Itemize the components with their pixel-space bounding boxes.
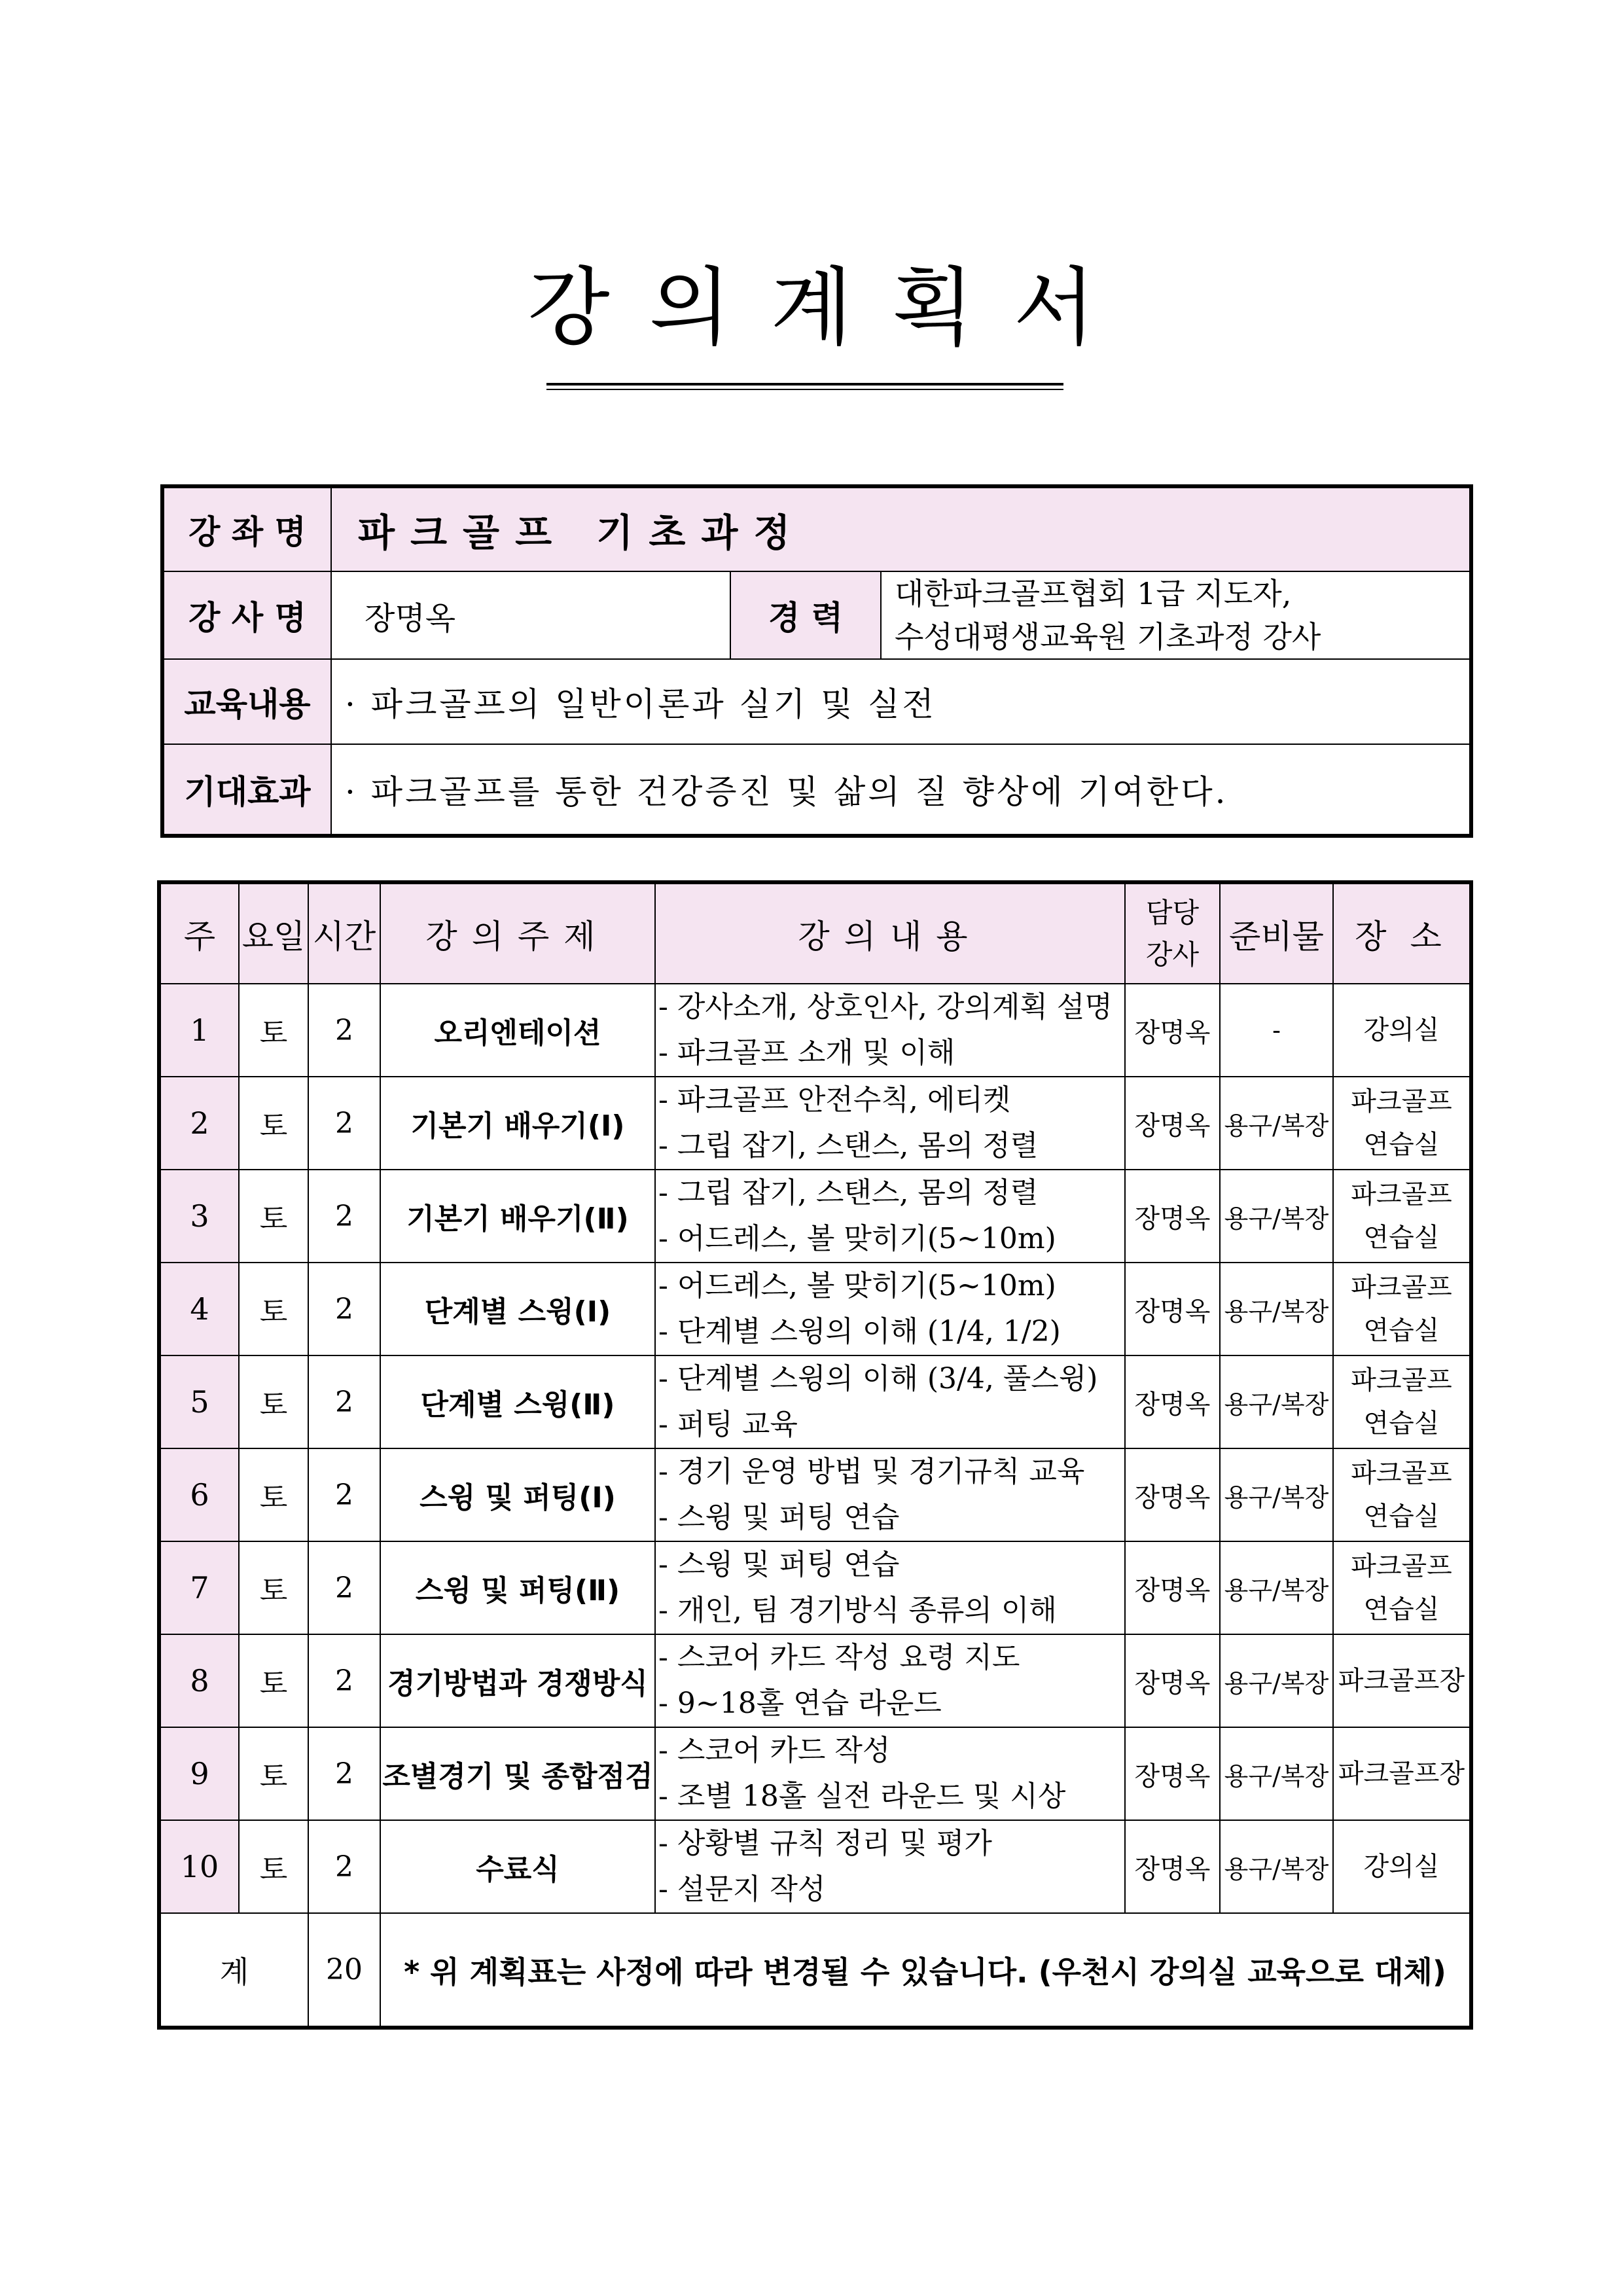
instructor-cell: 장명옥 (1125, 1170, 1220, 1263)
materials-cell: - (1220, 984, 1333, 1077)
place-line-2: 연습실 (1363, 1316, 1440, 1346)
effect-value: · 파크골프를 통한 건강증진 및 삶의 질 향상에 기여한다. (331, 744, 1471, 836)
week-cell: 1 (159, 984, 239, 1077)
instructor-cell: 장명옥 (1125, 1541, 1220, 1634)
content-line-2: - 개인, 팀 경기방식 종류의 이해 (658, 1594, 1057, 1627)
instructor-cell: 장명옥 (1125, 1448, 1220, 1541)
hours-cell: 2 (308, 1355, 380, 1448)
place-cell (1333, 1355, 1471, 1448)
place-line-1: 파크골프 (1351, 1272, 1452, 1302)
content-value: · 파크골프의 일반이론과 실기 및 실전 (331, 659, 1471, 744)
schedule-table (157, 880, 1473, 2030)
day-cell: 토 (239, 1355, 308, 1448)
content-line-1: - 단계별 스윙의 이해 (3/4, 풀스윙) (658, 1362, 1098, 1395)
content-line-2: - 어드레스, 볼 맞히기(5~10m) (658, 1222, 1056, 1255)
place-cell (1333, 984, 1471, 1077)
day-cell: 토 (239, 1541, 308, 1634)
total-label: 계 (159, 1913, 308, 2028)
hours-cell: 2 (308, 1263, 380, 1355)
topic-cell: 오리엔테이션 (380, 984, 655, 1077)
content-cell (655, 1820, 1125, 1913)
place-line-1: 파크골프장 (1338, 1666, 1465, 1696)
schedule-row (159, 1077, 1471, 1170)
schedule-row (159, 1634, 1471, 1727)
hours-cell: 2 (308, 1820, 380, 1913)
topic-cell: 단계별 스윙(Ⅰ) (380, 1263, 655, 1355)
instructor-cell: 장명옥 (1125, 1820, 1220, 1913)
place-line-2: 연습실 (1363, 1130, 1440, 1160)
week-cell: 7 (159, 1541, 239, 1634)
week-cell: 4 (159, 1263, 239, 1355)
week-cell: 3 (159, 1170, 239, 1263)
hours-cell: 2 (308, 1170, 380, 1263)
place-line-2: 연습실 (1363, 1408, 1440, 1439)
content-cell (655, 1355, 1125, 1448)
instructor-label: 강 사 명 (162, 571, 331, 659)
place-line-2: 연습실 (1363, 1501, 1440, 1532)
instructor-cell: 장명옥 (1125, 1077, 1220, 1170)
hours-cell: 2 (308, 1448, 380, 1541)
topic-cell: 스윙 및 퍼팅(Ⅱ) (380, 1541, 655, 1634)
materials-cell: 용구/복장 (1220, 1448, 1333, 1541)
header-materials: 준비물 (1220, 882, 1333, 984)
content-cell (655, 984, 1125, 1077)
week-cell: 8 (159, 1634, 239, 1727)
content-cell (655, 1263, 1125, 1355)
career-line-1: 대한파크골프협회 1급 지도자, (895, 576, 1292, 611)
day-cell: 토 (239, 1263, 308, 1355)
week-cell: 9 (159, 1727, 239, 1820)
topic-cell: 기본기 배우기(Ⅱ) (380, 1170, 655, 1263)
career-label: 경 력 (730, 571, 881, 659)
content-cell (655, 1727, 1125, 1820)
materials-cell: 용구/복장 (1220, 1263, 1333, 1355)
place-line-1: 파크골프장 (1338, 1759, 1465, 1789)
place-cell (1333, 1727, 1471, 1820)
day-cell: 토 (239, 984, 308, 1077)
materials-cell: 용구/복장 (1220, 1170, 1333, 1263)
content-line-2: - 그립 잡기, 스탠스, 몸의 정렬 (658, 1129, 1039, 1162)
place-line-1: 파크골프 (1351, 1458, 1452, 1488)
content-line-1: - 경기 운영 방법 및 경기규칙 교육 (658, 1455, 1085, 1488)
schedule-row (159, 984, 1471, 1077)
topic-cell: 기본기 배우기(Ⅰ) (380, 1077, 655, 1170)
content-cell (655, 1170, 1125, 1263)
page-title: 강의계획서 (527, 258, 1135, 357)
content-line-2: - 파크골프 소개 및 이해 (658, 1036, 955, 1069)
materials-cell: 용구/복장 (1220, 1727, 1333, 1820)
header-instructor-line-1: 담당 (1145, 896, 1200, 929)
header-hours: 시간 (308, 882, 380, 984)
career-line-2: 수성대평생교육원 기초과정 강사 (895, 619, 1321, 655)
effect-label: 기대효과 (162, 744, 331, 836)
week-cell: 10 (159, 1820, 239, 1913)
content-line-2: - 조별 18홀 실전 라운드 및 시상 (658, 1780, 1066, 1813)
total-hours: 20 (308, 1913, 380, 2028)
instructor-cell: 장명옥 (1125, 1263, 1220, 1355)
content-cell (655, 1448, 1125, 1541)
week-cell: 5 (159, 1355, 239, 1448)
place-cell (1333, 1077, 1471, 1170)
title-underline (546, 383, 1063, 386)
content-label: 교육내용 (162, 659, 331, 744)
header-topic: 강의주제 (380, 882, 655, 984)
place-cell (1333, 1634, 1471, 1727)
place-line-1: 강의실 (1363, 1852, 1440, 1882)
schedule-row (159, 1448, 1471, 1541)
place-cell (1333, 1170, 1471, 1263)
day-cell: 토 (239, 1170, 308, 1263)
schedule-row (159, 1727, 1471, 1820)
header-day: 요일 (239, 882, 308, 984)
content-line-1: - 어드레스, 볼 맞히기(5~10m) (658, 1269, 1056, 1302)
materials-cell: 용구/복장 (1220, 1541, 1333, 1634)
content-cell (655, 1077, 1125, 1170)
place-cell (1333, 1541, 1471, 1634)
materials-cell: 용구/복장 (1220, 1077, 1333, 1170)
hours-cell: 2 (308, 984, 380, 1077)
place-line-2: 연습실 (1363, 1594, 1440, 1624)
content-line-1: - 스코어 카드 작성 (658, 1734, 891, 1767)
hours-cell: 2 (308, 1077, 380, 1170)
course-name-value: 파크골프 기초과정 (331, 486, 1471, 571)
hours-cell: 2 (308, 1541, 380, 1634)
content-line-1: - 파크골프 안전수칙, 에티켓 (658, 1083, 1011, 1117)
place-line-1: 파크골프 (1351, 1365, 1452, 1395)
place-cell (1333, 1263, 1471, 1355)
schedule-row (159, 1170, 1471, 1263)
instructor-cell: 장명옥 (1125, 1634, 1220, 1727)
hours-cell: 2 (308, 1634, 380, 1727)
content-line-2: - 설문지 작성 (658, 1873, 826, 1906)
week-cell: 6 (159, 1448, 239, 1541)
schedule-row (159, 1541, 1471, 1634)
title-underline-thin (546, 389, 1063, 390)
content-line-2: - 9~18홀 연습 라운드 (658, 1687, 942, 1720)
content-line-1: - 스윙 및 퍼팅 연습 (658, 1548, 900, 1581)
content-cell (655, 1634, 1125, 1727)
schedule-row (159, 1355, 1471, 1448)
topic-cell: 수료식 (380, 1820, 655, 1913)
content-line-1: - 그립 잡기, 스탠스, 몸의 정렬 (658, 1176, 1039, 1210)
place-line-1: 파크골프 (1351, 1179, 1452, 1210)
day-cell: 토 (239, 1820, 308, 1913)
career-value (881, 571, 1471, 659)
instructor-cell: 장명옥 (1125, 984, 1220, 1077)
topic-cell: 조별경기 및 종합점검 (380, 1727, 655, 1820)
place-line-2: 연습실 (1363, 1223, 1440, 1253)
schedule-row (159, 1820, 1471, 1913)
content-line-1: - 강사소개, 상호인사, 강의계획 설명 (658, 990, 1113, 1024)
content-line-1: - 상황별 규칙 정리 및 평가 (658, 1827, 992, 1860)
topic-cell: 단계별 스윙(Ⅱ) (380, 1355, 655, 1448)
topic-cell: 경기방법과 경쟁방식 (380, 1634, 655, 1727)
topic-cell: 스윙 및 퍼팅(Ⅰ) (380, 1448, 655, 1541)
header-week: 주 (159, 882, 239, 984)
content-line-2: - 스윙 및 퍼팅 연습 (658, 1501, 900, 1534)
day-cell: 토 (239, 1727, 308, 1820)
day-cell: 토 (239, 1077, 308, 1170)
day-cell: 토 (239, 1634, 308, 1727)
schedule-row (159, 1263, 1471, 1355)
content-line-2: - 퍼팅 교육 (658, 1408, 798, 1441)
place-line-1: 파크골프 (1351, 1086, 1452, 1117)
place-cell (1333, 1448, 1471, 1541)
materials-cell: 용구/복장 (1220, 1634, 1333, 1727)
place-line-1: 강의실 (1363, 1015, 1440, 1045)
week-cell: 2 (159, 1077, 239, 1170)
header-place: 장 소 (1333, 882, 1471, 984)
course-info-table (160, 484, 1473, 838)
instructor-value: 장명옥 (331, 571, 730, 659)
instructor-cell: 장명옥 (1125, 1355, 1220, 1448)
header-content: 강의내용 (655, 882, 1125, 984)
content-line-2: - 단계별 스윙의 이해 (1/4, 1/2) (658, 1315, 1061, 1348)
content-cell (655, 1541, 1125, 1634)
materials-cell: 용구/복장 (1220, 1355, 1333, 1448)
place-cell (1333, 1820, 1471, 1913)
materials-cell: 용구/복장 (1220, 1820, 1333, 1913)
header-instructor-line-2: 강사 (1145, 938, 1200, 971)
day-cell: 토 (239, 1448, 308, 1541)
content-line-1: - 스코어 카드 작성 요령 지도 (658, 1641, 1020, 1674)
header-instructor (1125, 882, 1220, 984)
schedule-note: * 위 계획표는 사정에 따라 변경될 수 있습니다. (우천시 강의실 교육으로 대체) (380, 1913, 1471, 2028)
course-name-label: 강 좌 명 (162, 486, 331, 571)
hours-cell: 2 (308, 1727, 380, 1820)
instructor-cell: 장명옥 (1125, 1727, 1220, 1820)
place-line-1: 파크골프 (1351, 1551, 1452, 1581)
